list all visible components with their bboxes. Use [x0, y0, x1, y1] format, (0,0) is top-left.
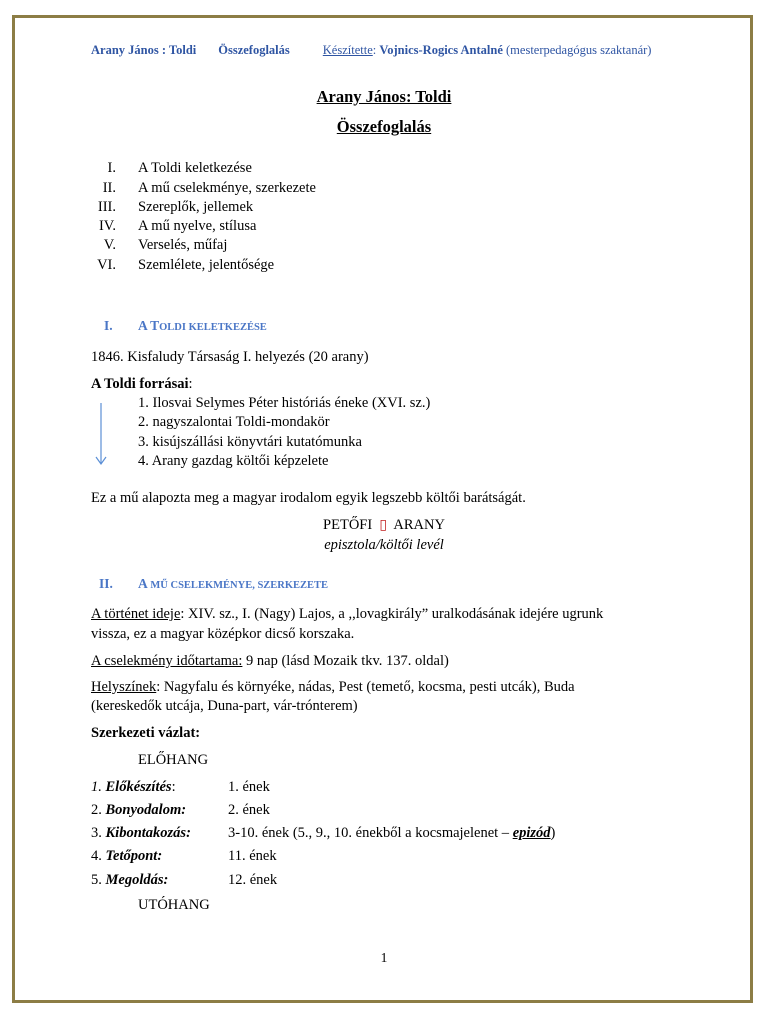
- structure-label: [91, 779, 176, 796]
- section-2-number: II.: [99, 576, 113, 591]
- section-2-heading-b: MŰ CSELEKMÉNYE, SZERKEZETE: [150, 580, 329, 591]
- helyszinek-line: [91, 679, 575, 696]
- structure-label: [91, 802, 186, 819]
- section-1-line: 1846. Kisfaludy Társaság I. helyezés (20 arany): [91, 349, 369, 365]
- vazlat-label: Szerkezeti vázlat:: [91, 725, 201, 741]
- epizod-close: ): [550, 825, 556, 841]
- section-1-heading-a: A T: [138, 318, 160, 333]
- ideje-label: A történet ideje: [91, 606, 181, 622]
- petofi-label: PETŐFI: [323, 517, 373, 533]
- structure-num: 3.: [91, 825, 102, 841]
- structure-num: 2.: [91, 802, 102, 818]
- document-title: Arany János: Toldi: [316, 87, 452, 106]
- structure-name: Tetőpont:: [105, 848, 163, 864]
- helyszinek-label: Helyszínek: [91, 679, 157, 695]
- structure-name: Bonyodalom:: [105, 802, 187, 818]
- structure-value: 11. ének: [228, 848, 277, 864]
- list-item: 2. nagyszalontai Toldi-mondakör: [138, 414, 330, 430]
- structure-value: 12. ének: [228, 872, 278, 888]
- toc-item: Szereplők, jellemek: [138, 199, 254, 215]
- structure-name: Kibontakozás:: [105, 825, 191, 841]
- toc-num: VI.: [97, 257, 116, 273]
- sources-heading: [91, 376, 193, 393]
- toc-num: I.: [107, 160, 116, 176]
- toc-num: II.: [102, 180, 116, 196]
- section-1-heading-b: OLDI KELETKEZÉSE: [159, 322, 267, 333]
- section-1-number: I.: [104, 318, 113, 333]
- idotartam-text: 9 nap (lásd Mozaik tkv. 137. oldal): [242, 653, 449, 669]
- structure-colon: :: [171, 779, 176, 795]
- structure-name: Előkészítés: [105, 779, 172, 795]
- arany-label: ARANY: [393, 517, 445, 533]
- list-item: 1. Ilosvai Selymes Péter históriás éneke (XVI. sz.): [138, 395, 431, 411]
- header-author-sep: :: [372, 43, 380, 57]
- toc-num: III.: [97, 199, 116, 215]
- epistola-line: episztola/költői levél: [324, 537, 444, 553]
- list-item: 3. kisújszállási könyvtári kutatómunka: [138, 434, 362, 450]
- utohang-label: UTÓHANG: [138, 897, 210, 913]
- ideje-line-2: vissza, ez a magyar középkor dicső korszaka.: [91, 626, 355, 642]
- helyszinek-line-2: (kereskedők utcája, Duna-part, vár-trónterem): [91, 698, 358, 714]
- structure-num: 4.: [91, 848, 102, 864]
- helyszinek-text: : Nagyfalu és környéke, nádas, Pest (temető, kocsma, pesti utcák), Buda: [156, 679, 575, 695]
- toc-item: A mű nyelve, stílusa: [138, 218, 257, 234]
- header-title: Arany János : Toldi: [91, 43, 197, 57]
- elohang-label: ELŐHANG: [138, 752, 209, 768]
- page-number: 1: [380, 950, 388, 965]
- page-header: [91, 43, 651, 58]
- structure-value: 2. ének: [228, 802, 270, 818]
- structure-label: [91, 872, 168, 889]
- down-arrow-icon: [91, 403, 111, 467]
- petofi-arany-line: [0, 517, 768, 534]
- structure-label: [91, 848, 162, 865]
- structure-value: 1. ének: [228, 779, 270, 795]
- section-2-heading-a: A: [138, 576, 151, 591]
- structure-value-text: 3-10. ének (5., 9., 10. énekből a kocsmajelenet –: [228, 825, 513, 841]
- list-item: 4. Arany gazdag költői képzelete: [138, 453, 329, 469]
- section-2-heading: [138, 576, 328, 592]
- ideje-text: : XIV. sz., I. (Nagy) Lajos, a ,,lovagkirály” uralkodásának idejére ugrunk: [180, 606, 604, 622]
- section-1-heading: [138, 318, 267, 334]
- header-author-role: (mesterpedagógus szaktanár): [506, 43, 652, 57]
- document-subtitle: Összefoglalás: [336, 117, 432, 136]
- header-author-label: Készítette: [322, 43, 373, 57]
- toc-item: Verselés, műfaj: [138, 237, 228, 253]
- structure-label: [91, 825, 191, 842]
- double-arrow-icon: ▯: [375, 518, 391, 533]
- toc-num: V.: [103, 237, 116, 253]
- sources-colon: :: [188, 376, 193, 392]
- structure-name: Megoldás:: [105, 872, 169, 888]
- header-subtitle: Összefoglalás: [218, 43, 290, 57]
- structure-num: 5.: [91, 872, 102, 888]
- epizod-label: epizód: [512, 825, 551, 841]
- toc-item: Szemlélete, jelentősége: [138, 257, 275, 273]
- toc-num: IV.: [98, 218, 116, 234]
- header-author: Vojnics-Rogics Antalné: [379, 43, 503, 57]
- friendship-line: Ez a mű alapozta meg a magyar irodalom egyik legszebb költői barátságát.: [91, 490, 526, 506]
- structure-value: [228, 825, 555, 842]
- toc-item: A mű cselekménye, szerkezete: [138, 180, 316, 196]
- toc-item: A Toldi keletkezése: [138, 160, 252, 176]
- ideje-line: [91, 606, 603, 623]
- structure-num: 1.: [91, 779, 102, 795]
- idotartam-label: A cselekmény időtartama:: [91, 653, 243, 669]
- sources-label: A Toldi forrásai: [91, 376, 189, 392]
- idotartam-line: [91, 653, 449, 670]
